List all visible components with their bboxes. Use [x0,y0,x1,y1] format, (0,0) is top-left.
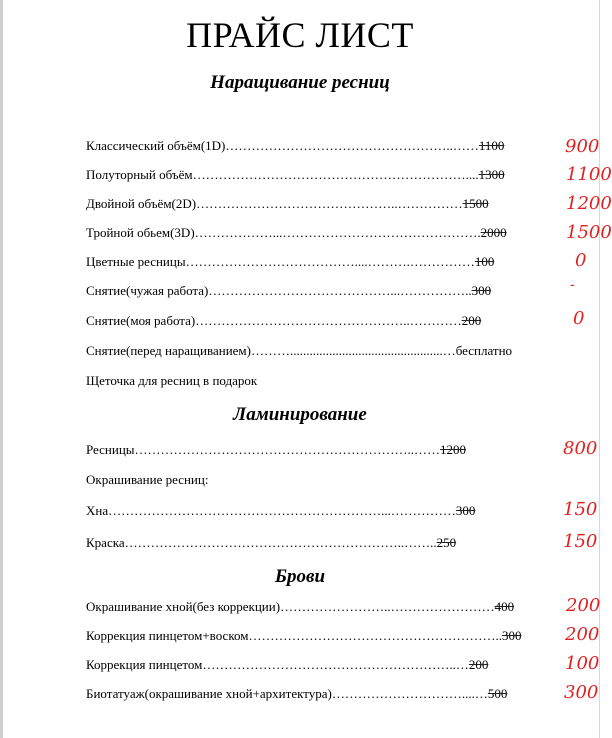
price-row [86,657,488,673]
leader-dots: ……………………..…………………… [280,599,495,614]
service-label: Полуторный объём [86,167,193,182]
leader-dots: ………………………………………………………..…….. [124,535,437,550]
handwritten-new-price: 1100 [566,164,612,185]
old-price: 200 [468,657,489,672]
old-price: 1200 [440,442,467,457]
handwritten-new-price: 0 [575,250,587,271]
handwritten-new-price: 150 [563,531,598,552]
handwritten-new-price: 800 [563,438,598,459]
gift-note: Щеточка для ресниц в подарок [86,373,258,388]
old-price: 1500 [462,196,489,211]
old-price: 2000 [480,225,507,240]
old-price: 250 [436,535,457,550]
handwritten-new-price: 200 [565,624,600,645]
service-label: Коррекция пинцетом+воском [86,628,249,643]
old-price: 1100 [478,138,505,153]
handwritten-new-price: 1200 [566,193,612,214]
old-price: 300 [501,628,522,643]
leader-dots: ……………………………………………………….... [192,167,479,182]
leader-dots: …………………………………………………..… [202,657,469,672]
service-label: Краска [86,535,125,550]
service-label: Снятие(чужая работа) [86,283,209,298]
price-row [86,138,504,154]
price: бесплатно [455,343,513,358]
price-row [86,503,475,519]
leader-dots: ………………………………………………….. [248,628,502,643]
page-left-border [0,0,3,738]
price-row [86,313,481,329]
price-row [86,535,456,551]
old-price: 100 [474,254,495,269]
handwritten-new-price: 1500 [566,222,612,243]
price-row [86,686,507,702]
old-price: 200 [461,313,482,328]
old-price: 1300 [478,167,505,182]
price-row [86,225,507,241]
price-row [86,442,466,458]
old-price: 300 [471,283,492,298]
price-row [86,599,514,615]
price-row [86,167,505,183]
old-price: 300 [455,503,476,518]
old-price: 500 [487,686,508,701]
price-row [86,254,494,270]
leader-dots: ……………………………………………..…… [225,138,479,153]
price-row [86,628,521,644]
leader-dots: ……………………………………...…………….. [208,283,472,298]
section-heading-lamination: Ламинирование [233,404,367,425]
old-price: 400 [494,599,515,614]
handwritten-new-price: 100 [565,653,600,674]
service-label: Коррекция пинцетом [86,657,203,672]
leader-dots: ………………………………………………………..…… [134,442,441,457]
price-row [86,283,491,299]
service-label: Снятие(моя работа) [86,313,196,328]
service-label: Двойной объём(2D) [86,196,197,211]
section-heading-brows: Брови [274,566,326,587]
price-row [86,343,512,359]
price-row [86,196,489,212]
handwritten-new-price: - [570,277,575,293]
leader-dots: ………………………………………..…………… [196,196,463,211]
leader-dots: …………………………………………..………… [195,313,462,328]
tint-heading: Окрашивание ресниц: [86,472,209,487]
service-label: Биотатуаж(окрашивание хной+архитектура) [86,686,332,701]
service-label: Классический объём(1D) [86,138,226,153]
handwritten-new-price: 150 [563,499,598,520]
leader-dots: ………………...………………………………………. [194,225,481,240]
service-label: Цветные ресницы [86,254,186,269]
handwritten-new-price: 900 [565,136,600,157]
section-heading-lashes: Наращивание ресниц [210,72,390,93]
service-label: Ресницы [86,442,135,457]
leader-dots: ………...............................................… [250,343,456,358]
page-title: ПРАЙС ЛИСТ [186,15,414,55]
service-label: Снятие(перед наращиванием) [86,343,251,358]
leader-dots: ………………………………………………………...…………… [108,503,456,518]
handwritten-new-price: 200 [566,595,601,616]
service-label: Окрашивание хной(без коррекции) [86,599,281,614]
handwritten-new-price: 0 [573,308,585,329]
leader-dots: …………………………………....……….…………… [185,254,475,269]
service-label: Хна [86,503,109,518]
service-label: Тройной обьем(3D) [86,225,195,240]
leader-dots: …………………………....… [331,686,488,701]
handwritten-new-price: 300 [564,682,599,703]
